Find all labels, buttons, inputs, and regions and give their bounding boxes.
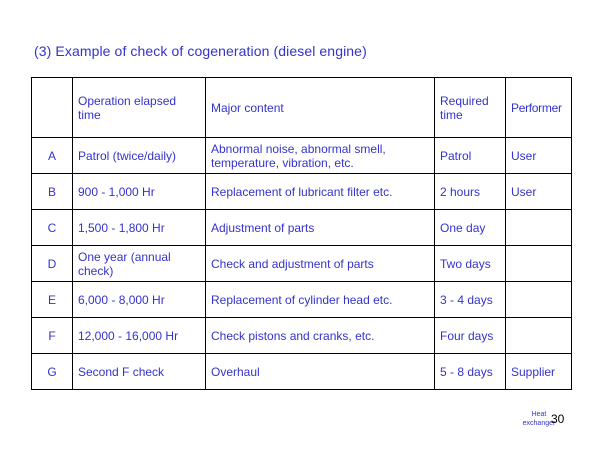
row-required-time: 5 - 8 days [435, 354, 506, 390]
header-label-cell [32, 78, 73, 138]
table-row [32, 174, 572, 210]
header-performer: Performer [506, 78, 572, 138]
row-label: F [32, 318, 73, 354]
row-required-time: 3 - 4 days [435, 282, 506, 318]
row-major-content: Replacement of cylinder head etc. [206, 282, 435, 318]
row-major-content: Check pistons and cranks, etc. [206, 318, 435, 354]
row-performer: User [506, 138, 572, 174]
row-major-content: Overhaul [206, 354, 435, 390]
row-performer [506, 210, 572, 246]
row-major-content: Check and adjustment of parts [206, 246, 435, 282]
row-required-time: 2 hours [435, 174, 506, 210]
row-required-time: Patrol [435, 138, 506, 174]
header-required-time: Required time [435, 78, 506, 138]
row-performer: User [506, 174, 572, 210]
row-required-time: One day [435, 210, 506, 246]
row-performer: Supplier [506, 354, 572, 390]
table-row [32, 210, 572, 246]
row-required-time: Two days [435, 246, 506, 282]
header-major-content: Major content [206, 78, 435, 138]
table-row [32, 354, 572, 390]
row-label: A [32, 138, 73, 174]
row-elapsed-time: 1,500 - 1,800 Hr [73, 210, 206, 246]
check-table [31, 77, 572, 390]
row-major-content: Replacement of lubricant filter etc. [206, 174, 435, 210]
row-elapsed-time: 6,000 - 8,000 Hr [73, 282, 206, 318]
footer-note-line2: exchanger [522, 420, 556, 427]
table-row [32, 282, 572, 318]
row-major-content: Adjustment of parts [206, 210, 435, 246]
row-major-content: Abnormal noise, abnormal smell, temperature, vibration, etc. [206, 138, 435, 174]
row-elapsed-time: 900 - 1,000 Hr [73, 174, 206, 210]
row-label: C [32, 210, 73, 246]
row-elapsed-time: One year (annual check) [73, 246, 206, 282]
row-label: B [32, 174, 73, 210]
row-label: D [32, 246, 73, 282]
row-label: E [32, 282, 73, 318]
table-row [32, 246, 572, 282]
table-row [32, 318, 572, 354]
row-performer [506, 282, 572, 318]
footer-note-line1: Heat [531, 411, 547, 418]
row-required-time: Four days [435, 318, 506, 354]
row-performer [506, 246, 572, 282]
page-number: 30 [551, 412, 565, 426]
row-performer [506, 318, 572, 354]
slide-title: (3) Example of check of cogeneration (diesel engine) [34, 43, 367, 59]
header-elapsed-time: Operation elapsed time [73, 78, 206, 138]
table-row [32, 138, 572, 174]
row-label: G [32, 354, 73, 390]
table-header-row [32, 78, 572, 138]
row-elapsed-time: 12,000 - 16,000 Hr [73, 318, 206, 354]
row-elapsed-time: Patrol (twice/daily) [73, 138, 206, 174]
row-elapsed-time: Second F check [73, 354, 206, 390]
